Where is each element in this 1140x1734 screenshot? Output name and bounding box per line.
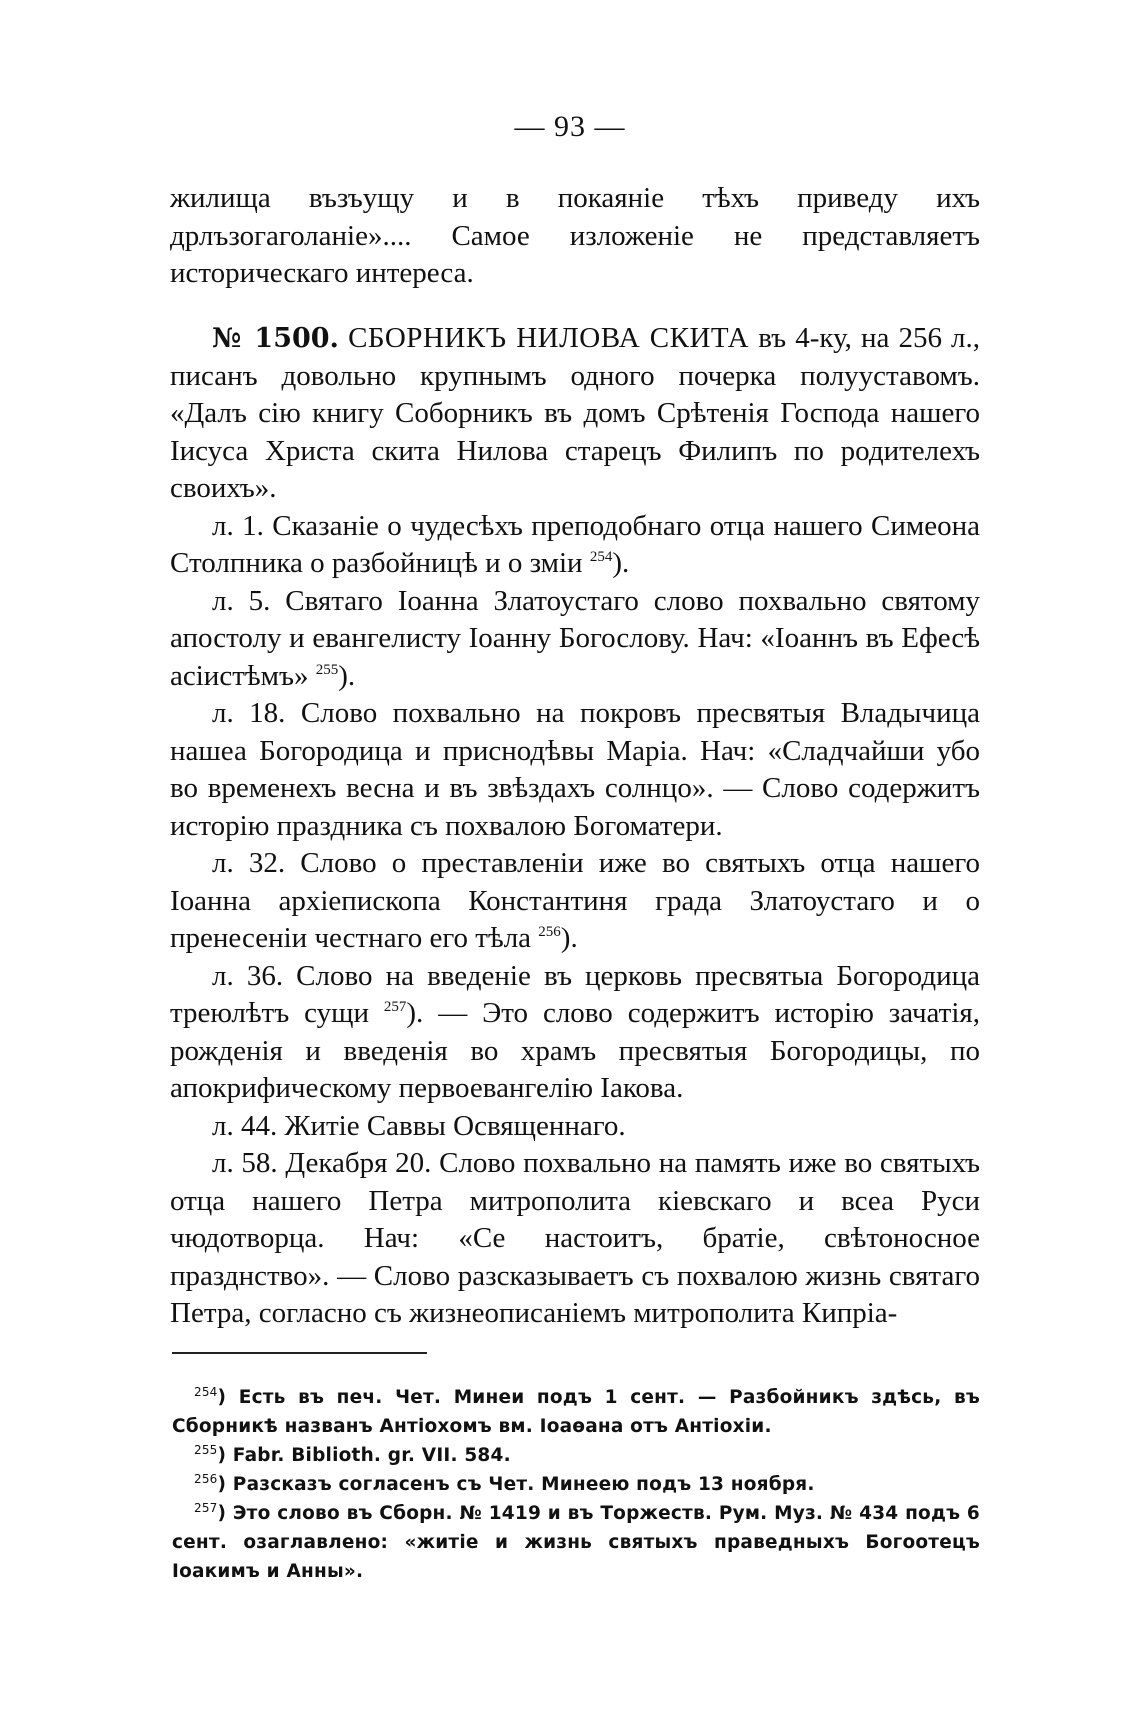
footnote-ref: 257 (383, 999, 407, 1015)
entry-item-text: л. 1. Сказаніе о чудесѣхъ преподобнаго отца нашего Симеона Столпника о разбойницѣ и о зміи (170, 509, 980, 579)
footnote-text: ) Это слово въ Сборн. № 1419 и въ Торжеств. Рум. Муз. № 434 подъ 6 сент. озаглавлено: «житіе и жизнь святыхъ праведныхъ Богоотецъ Іоакимъ и Анны». (172, 1503, 980, 1582)
entry-item-text: л. 44. Житіе Саввы Освященнаго. (212, 1109, 626, 1142)
entry-item (170, 1145, 980, 1333)
footnote-number: 255 (194, 1443, 218, 1457)
footnote-text: ) Fabr. Biblioth. gr. VII. 584. (217, 1445, 511, 1466)
footnote-ref: 254 (589, 549, 613, 565)
entry-item (170, 695, 980, 845)
entry-heading-paragraph (170, 320, 980, 508)
footnote-number: 256 (194, 1472, 218, 1486)
entry-description: въ 4-ку, на 256 л., писанъ довольно крупнымъ одного почерка полууставомъ. «Далъ сію книгу Соборникъ въ домъ Срѣтенія Господа нашего Іисуса Христа скита Нилова старецъ Филипъ по родителехъ своихъ». (170, 322, 981, 504)
entry-title: СБОРНИКЪ НИЛОВА СКИТА (348, 322, 750, 354)
footnote (172, 1383, 980, 1441)
footnote-divider (172, 1352, 427, 1354)
entry-item (170, 1108, 980, 1146)
entry-item-tail: ). (560, 922, 578, 954)
entry-item-text: л. 58. Декабря 20. Слово похвально на память иже во святыхъ отца нашего Петра митрополита кіевскаго и всеа Руси чюдотворца. Нач: «Се настоитъ, братіе, свѣтоносное празднство». — Слово разсказываетъ съ похвалою жизнь святаго Петра, согласно съ жизнеописаніемъ митрополита Кипріа- (170, 1147, 980, 1329)
entry-item (170, 583, 980, 696)
footnote (172, 1470, 980, 1499)
entry-item-tail: ). (338, 659, 356, 692)
manuscript-entry (170, 320, 980, 1333)
entry-item-text: л. 5. Святаго Іоанна Златоустаго слово похвально святому апостолу и евангелисту Іоанну Богослову. Нач: «Іоаннъ въ Ефесѣ асіистѣмъ» (170, 584, 980, 692)
intro-text: жилища възъущу и в покаяніе тѣхъ приведу ихъ дрлъзогаголаніе».... Самое изложеніе не представляетъ историческаго интереса. (170, 182, 980, 289)
page-number: — 93 — (514, 110, 626, 143)
intro-paragraph (170, 180, 980, 293)
entry-item (170, 958, 980, 1108)
entry-item-text: л. 18. Слово похвально на покровъ пресвятыя Владычица нашеа Богородица и приснодѣвы Маріа. Нач: «Сладчайши убо во временехъ весна и въ звѣздахъ солнцо». — Слово содержитъ исторію праздника съ похвалою Богоматери. (170, 697, 980, 842)
footnote-number: 257 (194, 1501, 218, 1515)
footnote-number: 254 (194, 1385, 218, 1399)
entry-item (170, 508, 980, 583)
entry-item-tail: ). (612, 547, 630, 579)
footnote (172, 1441, 980, 1470)
footnotes (172, 1383, 980, 1586)
entry-item-tail: ). — Это слово содержитъ исторію зачатія, рожденія и введенія во храмъ пресвятыя Богородицы, по апокрифическому первоевангелію Іакова. (170, 997, 980, 1104)
footnote-ref: 255 (315, 661, 339, 678)
footnote (172, 1499, 980, 1586)
entry-item-text: л. 32. Слово о преставленіи иже во святыхъ отца нашего Іоанна архіепископа Константиня града Златоустаго и о пренесеніи честнаго его тѣла (170, 847, 980, 954)
entry-item-text: л. 36. Слово на введеніе въ церковь пресвятыа Богородица треюлѣтъ сущи (170, 959, 980, 1029)
entry-item (170, 845, 980, 958)
footnote-text: ) Разсказъ согласенъ съ Чет. Минеею подъ 13 ноября. (217, 1474, 815, 1495)
footnote-ref: 256 (538, 924, 561, 940)
entry-number: № 1500. (212, 323, 339, 354)
footnote-text: ) Есть въ печ. Чет. Минеи подъ 1 сент. — Разбойникъ здѣсь, въ Сборникѣ названъ Антіохомъ вм. Іоаѳана отъ Антіохіи. (172, 1387, 980, 1437)
